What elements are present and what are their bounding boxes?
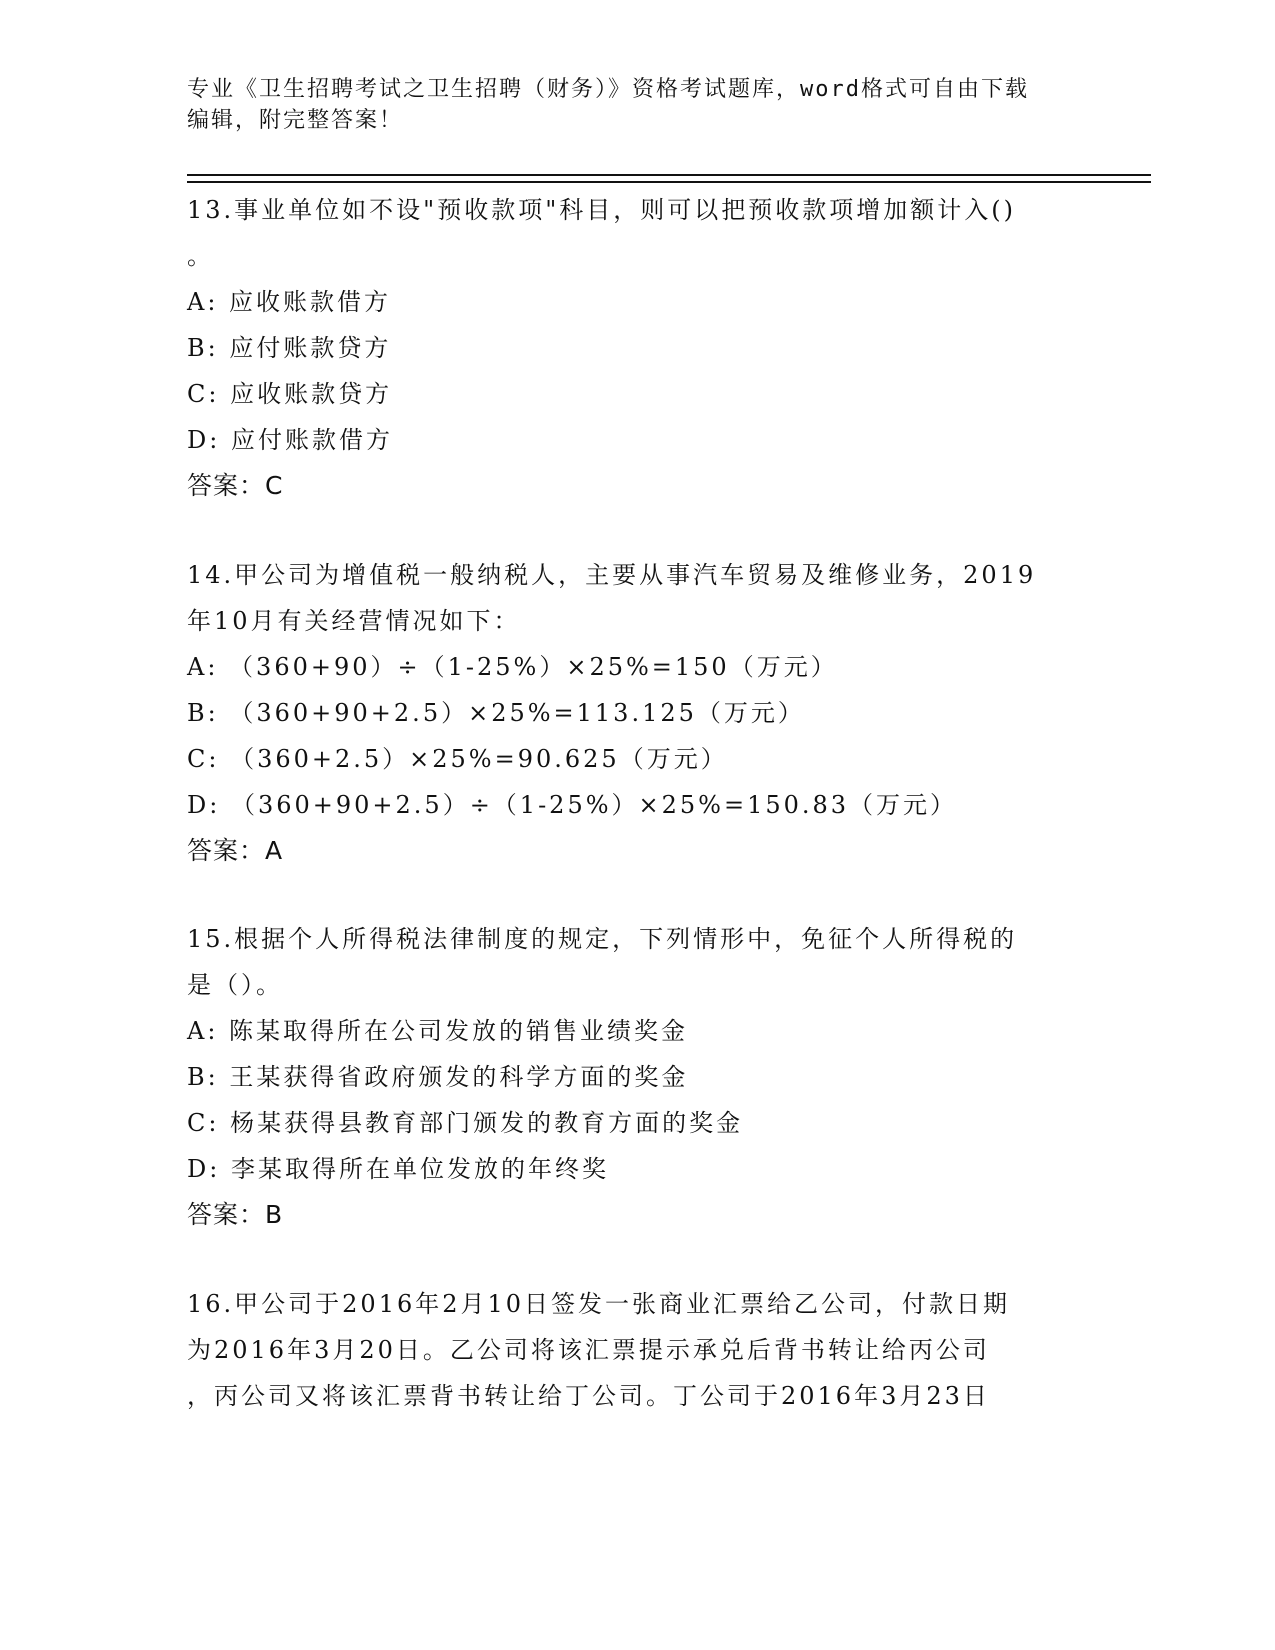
option-c: C: （360+2.5）×25%=90.625（万元）: [187, 745, 728, 773]
question-stem: [187, 916, 1087, 1008]
option-a: A: （360+90）÷（1-25%）×25%=150（万元）: [187, 653, 838, 681]
option-d: D: （360+90+2.5）÷（1-25%）×25%=150.83（万元）: [187, 791, 958, 819]
question-stem-line: 年10月有关经营情况如下：: [187, 607, 521, 635]
option-b: B: 王某获得省政府颁发的科学方面的奖金: [187, 1063, 689, 1091]
question-13: [187, 187, 1087, 509]
question-stem-line: 16.甲公司于2016年2月10日签发一张商业汇票给乙公司，付款日期: [187, 1290, 1011, 1318]
option-b: B: （360+90+2.5）×25%=113.125（万元）: [187, 699, 805, 727]
option-b: B: 应付账款贷方: [187, 334, 392, 362]
option-d: D: 李某取得所在单位发放的年终奖: [187, 1155, 609, 1183]
answer-line: 答案：A: [187, 836, 284, 865]
header-line-2: 编辑，附完整答案！: [187, 108, 404, 133]
question-stem-line: 14.甲公司为增值税一般纳税人，主要从事汽车贸易及维修业务，2019: [187, 561, 1037, 589]
question-stem-line: 是（）。: [187, 971, 283, 999]
question-stem-line: 。: [187, 242, 214, 270]
question-15: [187, 916, 1087, 1238]
question-stem: [187, 552, 1087, 644]
question-16: [187, 1281, 1087, 1419]
option-a: A: 应收账款借方: [187, 288, 392, 316]
option-c: C: 应收账款贷方: [187, 380, 393, 408]
question-stem: [187, 1281, 1087, 1419]
answer-line: 答案：C: [187, 471, 284, 500]
answer-line: 答案：B: [187, 1200, 284, 1229]
question-stem-line: 13.事业单位如不设"预收款项"科目，则可以把预收款项增加额计入(): [187, 196, 1016, 224]
document-header: [187, 74, 1067, 136]
option-a: A: 陈某取得所在公司发放的销售业绩奖金: [187, 1017, 689, 1045]
question-stem-line: 为2016年3月20日。乙公司将该汇票提示承兑后背书转让给丙公司: [187, 1336, 990, 1364]
question-stem-line: 15.根据个人所得税法律制度的规定，下列情形中，免征个人所得税的: [187, 925, 1018, 953]
header-divider-bottom: [187, 181, 1151, 183]
header-line-1: 专业《卫生招聘考试之卫生招聘（财务）》资格考试题库，word格式可自由下载: [187, 77, 1029, 102]
option-c: C: 杨某获得县教育部门颁发的教育方面的奖金: [187, 1109, 744, 1137]
question-stem-line: ，丙公司又将该汇票背书转让给丁公司。丁公司于2016年3月23日: [187, 1382, 990, 1410]
question-stem: [187, 187, 1087, 279]
question-14: [187, 552, 1087, 874]
option-d: D: 应付账款借方: [187, 426, 393, 454]
header-divider-top: [187, 174, 1151, 176]
